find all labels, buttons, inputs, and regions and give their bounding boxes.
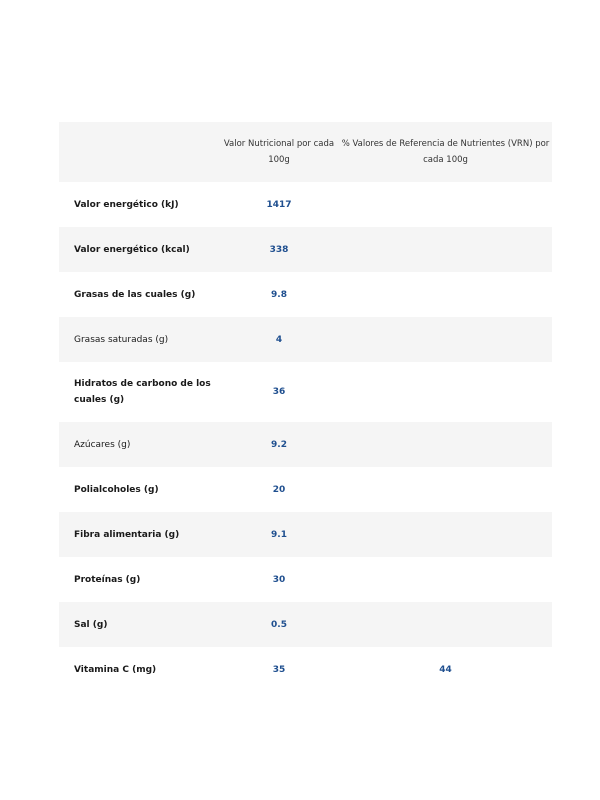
table-header <box>59 122 552 182</box>
row-label: Polialcoholes (g) <box>74 484 159 495</box>
table-row <box>59 317 552 362</box>
row-value: 1417 <box>266 199 292 210</box>
row-label: Hidratos de carbono de los cuales (g) <box>74 379 211 405</box>
row-value: 36 <box>272 387 286 397</box>
table-row <box>59 422 552 467</box>
row-value: 338 <box>269 244 289 255</box>
table-row <box>59 467 552 512</box>
row-label: Fibra alimentaria (g) <box>74 529 180 540</box>
row-value: 20 <box>272 484 286 495</box>
table-row <box>59 647 552 692</box>
row-vrn: 44 <box>439 664 452 675</box>
table-row <box>59 557 552 602</box>
row-label: Sal (g) <box>74 619 108 630</box>
row-label: Proteínas (g) <box>74 574 141 585</box>
header-nutritional-value: Valor Nutricional por cada 100g <box>223 139 335 165</box>
header-vrn: % Valores de Referencia de Nutrientes (VRN) por cada 100g <box>341 139 550 165</box>
row-value: 9.2 <box>271 439 287 450</box>
table-row <box>59 182 552 227</box>
row-label: Valor energético (kJ) <box>74 199 179 210</box>
table-row <box>59 602 552 647</box>
row-value: 9.1 <box>271 529 287 540</box>
row-value: 0.5 <box>271 619 287 630</box>
table-row <box>59 362 552 422</box>
row-value: 9.8 <box>271 289 287 300</box>
row-value: 35 <box>272 664 286 675</box>
row-value: 4 <box>275 334 283 345</box>
table-row <box>59 227 552 272</box>
table-row <box>59 272 552 317</box>
nutrition-table <box>59 122 552 692</box>
table-row <box>59 512 552 557</box>
row-label: Grasas de las cuales (g) <box>74 289 196 300</box>
row-label: Azúcares (g) <box>74 439 131 450</box>
row-label: Grasas saturadas (g) <box>74 334 169 345</box>
row-value: 30 <box>272 574 286 585</box>
row-label: Vitamina C (mg) <box>74 664 157 675</box>
row-label: Valor energético (kcal) <box>74 244 190 255</box>
